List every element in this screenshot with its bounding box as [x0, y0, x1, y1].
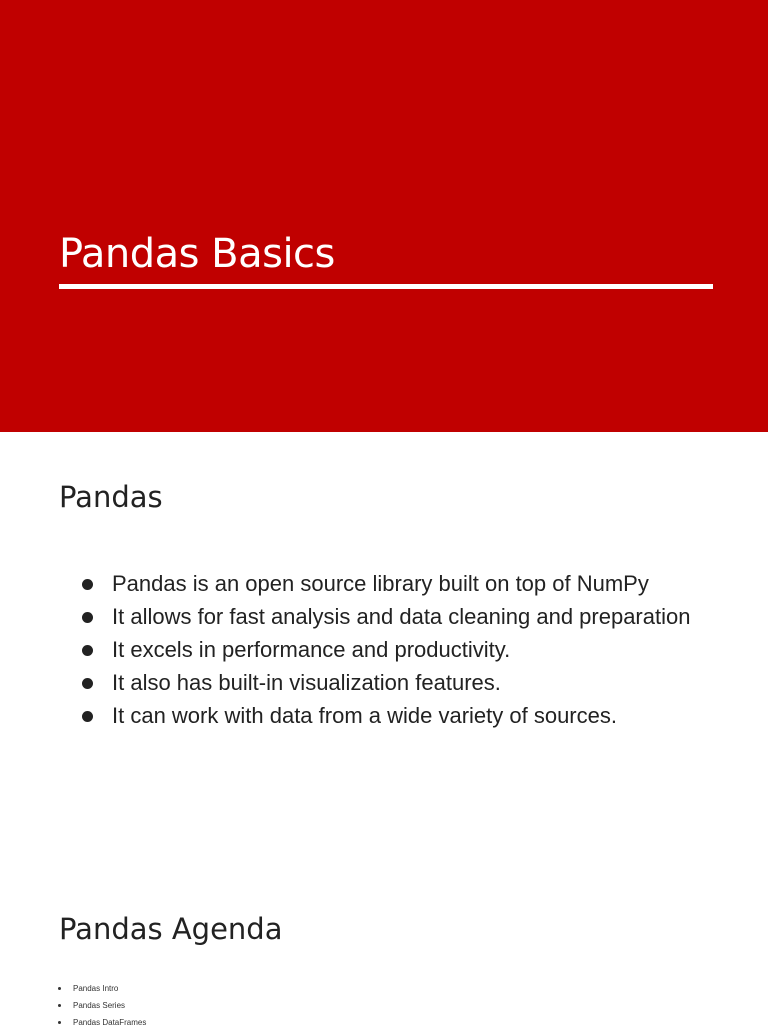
- intro-heading: Pandas: [59, 480, 163, 514]
- bullet-icon: [58, 1004, 61, 1007]
- bullet-text: It also has built-in visualization features.: [112, 670, 501, 695]
- slide-title: Pandas Basics: [59, 231, 335, 277]
- agenda-item-text: Pandas DataFrames: [73, 1018, 147, 1027]
- title-slide: [0, 0, 768, 432]
- agenda-item-text: Pandas Series: [73, 1001, 126, 1010]
- bullet-text: It can work with data from a wide variety of sources.: [112, 703, 617, 728]
- bullet-icon: [58, 987, 61, 990]
- bullet-text: Pandas is an open source library built on top of NumPy: [112, 571, 649, 596]
- bullet-icon: [82, 612, 93, 623]
- bullet-text: It allows for fast analysis and data cleaning and preparation: [112, 604, 691, 629]
- agenda-item-text: Pandas Intro: [73, 984, 119, 993]
- bullet-icon: [82, 579, 93, 590]
- bullet-icon: [82, 678, 93, 689]
- agenda-heading: Pandas Agenda: [59, 912, 283, 946]
- bullet-icon: [82, 645, 93, 656]
- bullet-icon: [82, 711, 93, 722]
- bullet-text: It excels in performance and productivity.: [112, 637, 511, 662]
- title-underline: [59, 284, 713, 289]
